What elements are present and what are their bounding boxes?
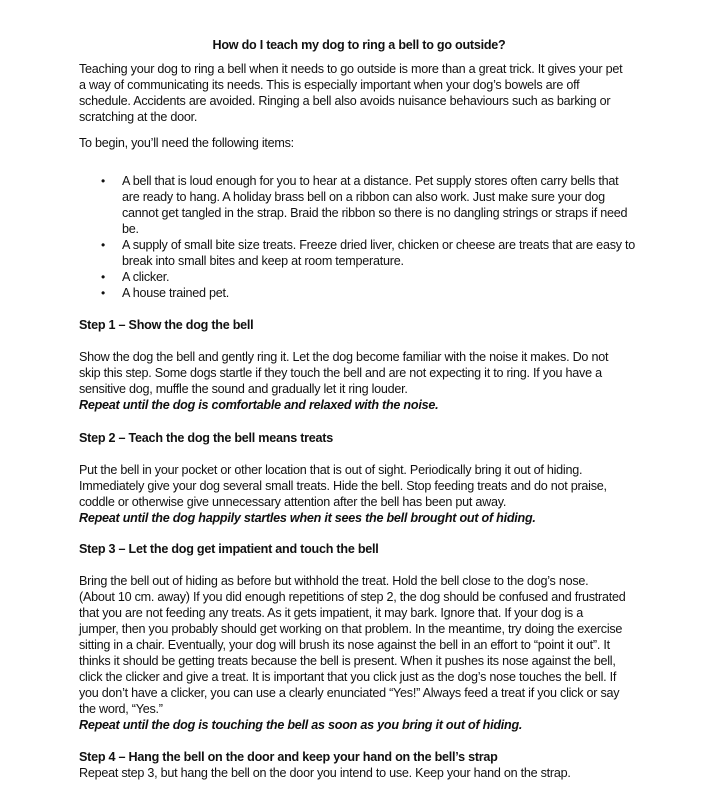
- bullet-icon: •: [101, 238, 106, 252]
- bullet-icon: •: [101, 174, 106, 188]
- text-line: be.: [122, 222, 139, 236]
- text-line: sensitive dog, muffle the sound and gradually let it ring louder.: [79, 382, 408, 396]
- text-line: click the clicker and give a treat. It is important that you click just as the dog’s nose touches the bell. If: [79, 670, 617, 684]
- text-line: a way of communicating its needs. This is especially important when your dog’s bowels are off: [79, 78, 580, 92]
- intro-paragraph: [79, 61, 622, 125]
- text-line: sitting in a chair. Eventually, your dog will brush its nose against the bell in an effort to “point it out”. It: [79, 638, 610, 652]
- step-4-body: [79, 765, 571, 781]
- text-line: Bring the bell out of hiding as before but withhold the treat. Hold the bell close to the dog’s nose.: [79, 574, 589, 588]
- text-line: are ready to hang. A holiday brass bell on a ribbon can also work. Just make sure your dog: [122, 190, 605, 204]
- items-list: [79, 173, 635, 301]
- step-3-body: [79, 573, 625, 733]
- text-line: Show the dog the bell and gently ring it. Let the dog become familiar with the noise it makes. Do not: [79, 350, 609, 364]
- list-item: [79, 237, 635, 269]
- list-item: [79, 173, 635, 237]
- step-3-heading: Step 3 – Let the dog get impatient and touch the bell: [79, 542, 379, 556]
- text-line: Immediately give your dog several small treats. Hide the bell. Stop feeding treats and do not praise,: [79, 479, 607, 493]
- text-line: skip this step. Some dogs startle if they touch the bell and are not expecting it to ring. If you have a: [79, 366, 602, 380]
- text-line: scratching at the door.: [79, 110, 198, 124]
- step-3-repeat-note: Repeat until the dog is touching the bell as soon as you bring it out of hiding.: [79, 718, 523, 732]
- step-1-body: [79, 349, 608, 413]
- step-2-body: [79, 462, 607, 526]
- document-title: How do I teach my dog to ring a bell to go outside?: [212, 38, 506, 52]
- text-line: A bell that is loud enough for you to hear at a distance. Pet supply stores often carry bells that: [122, 174, 619, 188]
- step-4-heading: Step 4 – Hang the bell on the door and keep your hand on the bell’s strap: [79, 750, 498, 764]
- text-line: A supply of small bite size treats. Freeze dried liver, chicken or cheese are treats that are easy to: [122, 238, 636, 252]
- step-2-repeat-note: Repeat until the dog happily startles when it sees the bell brought out of hiding.: [79, 511, 536, 525]
- text-line: coddle or otherwise give unnecessary attention after the bell has been put away.: [79, 495, 507, 509]
- list-item: [79, 269, 635, 285]
- text-line: A clicker.: [122, 270, 170, 284]
- text-line: A house trained pet.: [122, 286, 230, 300]
- text-line: (About 10 cm. away) If you did enough repetitions of step 2, the dog should be confused and frustrated: [79, 590, 626, 604]
- bullet-icon: •: [101, 286, 106, 300]
- list-item: [79, 285, 635, 301]
- step-1-repeat-note: Repeat until the dog is comfortable and relaxed with the noise.: [79, 398, 439, 412]
- text-line: jumper, then you probably should get working on that problem. In the meantime, try doing the exercise: [79, 622, 623, 636]
- text-line: the word, “Yes.”: [79, 702, 163, 716]
- text-line: Teaching your dog to ring a bell when it needs to go outside is more than a great trick. It gives your pet: [79, 62, 623, 76]
- bullet-icon: •: [101, 270, 106, 284]
- text-line: thinks it should be getting treats because the bell is present. When it pushes its nose against the bell,: [79, 654, 616, 668]
- items-intro: To begin, you’ll need the following items:: [79, 136, 294, 150]
- step-2-heading: Step 2 – Teach the dog the bell means treats: [79, 431, 334, 445]
- text-line: break into small bites and keep at room temperature.: [122, 254, 404, 268]
- text-line: Repeat step 3, but hang the bell on the door you intend to use. Keep your hand on the strap.: [79, 766, 571, 780]
- text-line: you don’t have a clicker, you can use a clearly enunciated “Yes!” Always feed a treat if you click or say: [79, 686, 620, 700]
- text-line: schedule. Accidents are avoided. Ringing a bell also avoids nuisance behaviours such as barking or: [79, 94, 611, 108]
- text-line: Put the bell in your pocket or other location that is out of sight. Periodically bring it out of hiding.: [79, 463, 583, 477]
- step-1-heading: Step 1 – Show the dog the bell: [79, 318, 254, 332]
- text-line: cannot get tangled in the strap. Braid the ribbon so there is no dangling strings or straps if need: [122, 206, 628, 220]
- text-line: that you are not feeding any treats. As it gets impatient, it may bark. Ignore that. If your dog is a: [79, 606, 583, 620]
